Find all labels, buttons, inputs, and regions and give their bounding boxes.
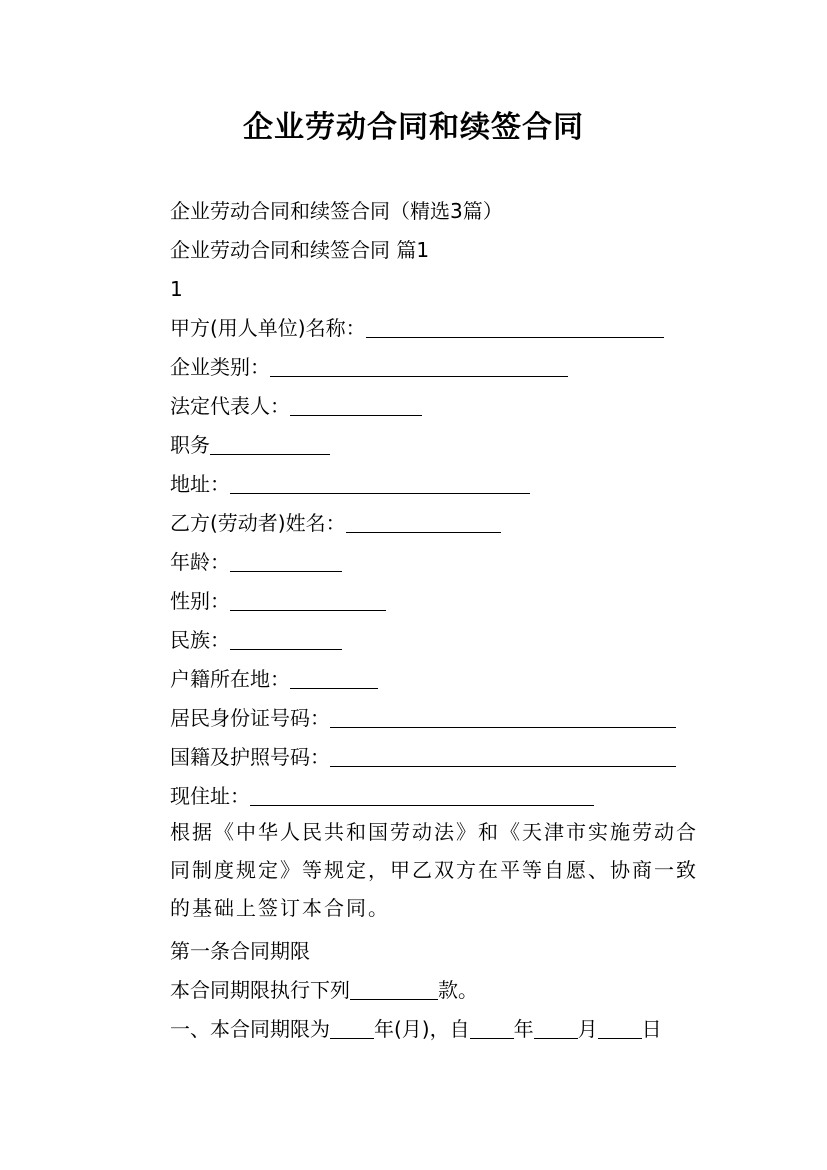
field-current-address bbox=[170, 783, 594, 809]
clause-term bbox=[170, 1016, 662, 1042]
article-1-title: 第一条合同期限 bbox=[170, 939, 310, 963]
field-label: 职务 bbox=[170, 433, 210, 457]
blank-line bbox=[230, 551, 342, 572]
blank-line bbox=[230, 629, 342, 650]
intro-paragraph: 根据《中华人民共和国劳动法》和《天津市实施劳动合同制度规定》等规定，甲乙双方在平等自愿、协商一致的基础上签订本合同。 bbox=[170, 820, 698, 920]
blank-line bbox=[598, 1018, 642, 1039]
blank-line bbox=[290, 395, 422, 416]
blank-line bbox=[534, 1018, 578, 1039]
field-gender bbox=[170, 588, 386, 614]
blank-line bbox=[250, 785, 594, 806]
field-label: 性别： bbox=[170, 589, 230, 613]
clause-text: 日 bbox=[641, 1017, 662, 1041]
clause-text: 年 bbox=[513, 1017, 534, 1041]
field-id-number bbox=[170, 705, 676, 731]
field-position bbox=[170, 432, 330, 458]
blank-line bbox=[230, 473, 530, 494]
blank-line bbox=[210, 434, 330, 455]
clause-text: 一、本合同期限为 bbox=[170, 1017, 330, 1041]
document-title: 企业劳动合同和续签合同 bbox=[243, 110, 584, 145]
field-ethnicity bbox=[170, 627, 342, 653]
field-employer-name bbox=[170, 315, 664, 341]
field-label: 企业类别： bbox=[170, 355, 270, 379]
field-label: 国籍及护照号码： bbox=[170, 745, 330, 769]
clause-text: 月 bbox=[577, 1017, 598, 1041]
field-label: 户籍所在地： bbox=[170, 667, 290, 691]
clause-execution bbox=[170, 977, 478, 1003]
item-number: 1 bbox=[170, 277, 183, 301]
field-label: 法定代表人： bbox=[170, 394, 290, 418]
field-label: 甲方(用人单位)名称： bbox=[170, 316, 366, 340]
field-age bbox=[170, 549, 342, 575]
section-heading: 企业劳动合同和续签合同 篇1 bbox=[170, 238, 430, 262]
blank-line bbox=[346, 512, 501, 533]
blank-line bbox=[230, 590, 386, 611]
field-label: 居民身份证号码： bbox=[170, 706, 330, 730]
clause-text: 本合同期限执行下列 bbox=[170, 978, 350, 1002]
blank-line bbox=[270, 356, 568, 377]
field-label: 现住址： bbox=[170, 784, 250, 808]
subtitle: 企业劳动合同和续签合同（精选3篇） bbox=[170, 199, 503, 223]
blank-line bbox=[330, 707, 676, 728]
field-legal-rep bbox=[170, 393, 422, 419]
blank-line bbox=[470, 1018, 514, 1039]
field-label: 地址： bbox=[170, 472, 230, 496]
blank-line bbox=[350, 979, 438, 1000]
blank-line bbox=[366, 317, 664, 338]
field-label: 年龄： bbox=[170, 550, 230, 574]
field-address bbox=[170, 471, 530, 497]
clause-text: 年(月)，自 bbox=[374, 1017, 470, 1041]
field-enterprise-type bbox=[170, 354, 568, 380]
field-employee-name bbox=[170, 510, 501, 536]
field-label: 乙方(劳动者)姓名： bbox=[170, 511, 346, 535]
field-nationality-passport bbox=[170, 744, 676, 770]
blank-line bbox=[330, 746, 676, 767]
clause-text: 款。 bbox=[438, 978, 478, 1002]
field-household-registration bbox=[170, 666, 378, 692]
field-label: 民族： bbox=[170, 628, 230, 652]
blank-line bbox=[330, 1018, 374, 1039]
blank-line bbox=[290, 668, 378, 689]
